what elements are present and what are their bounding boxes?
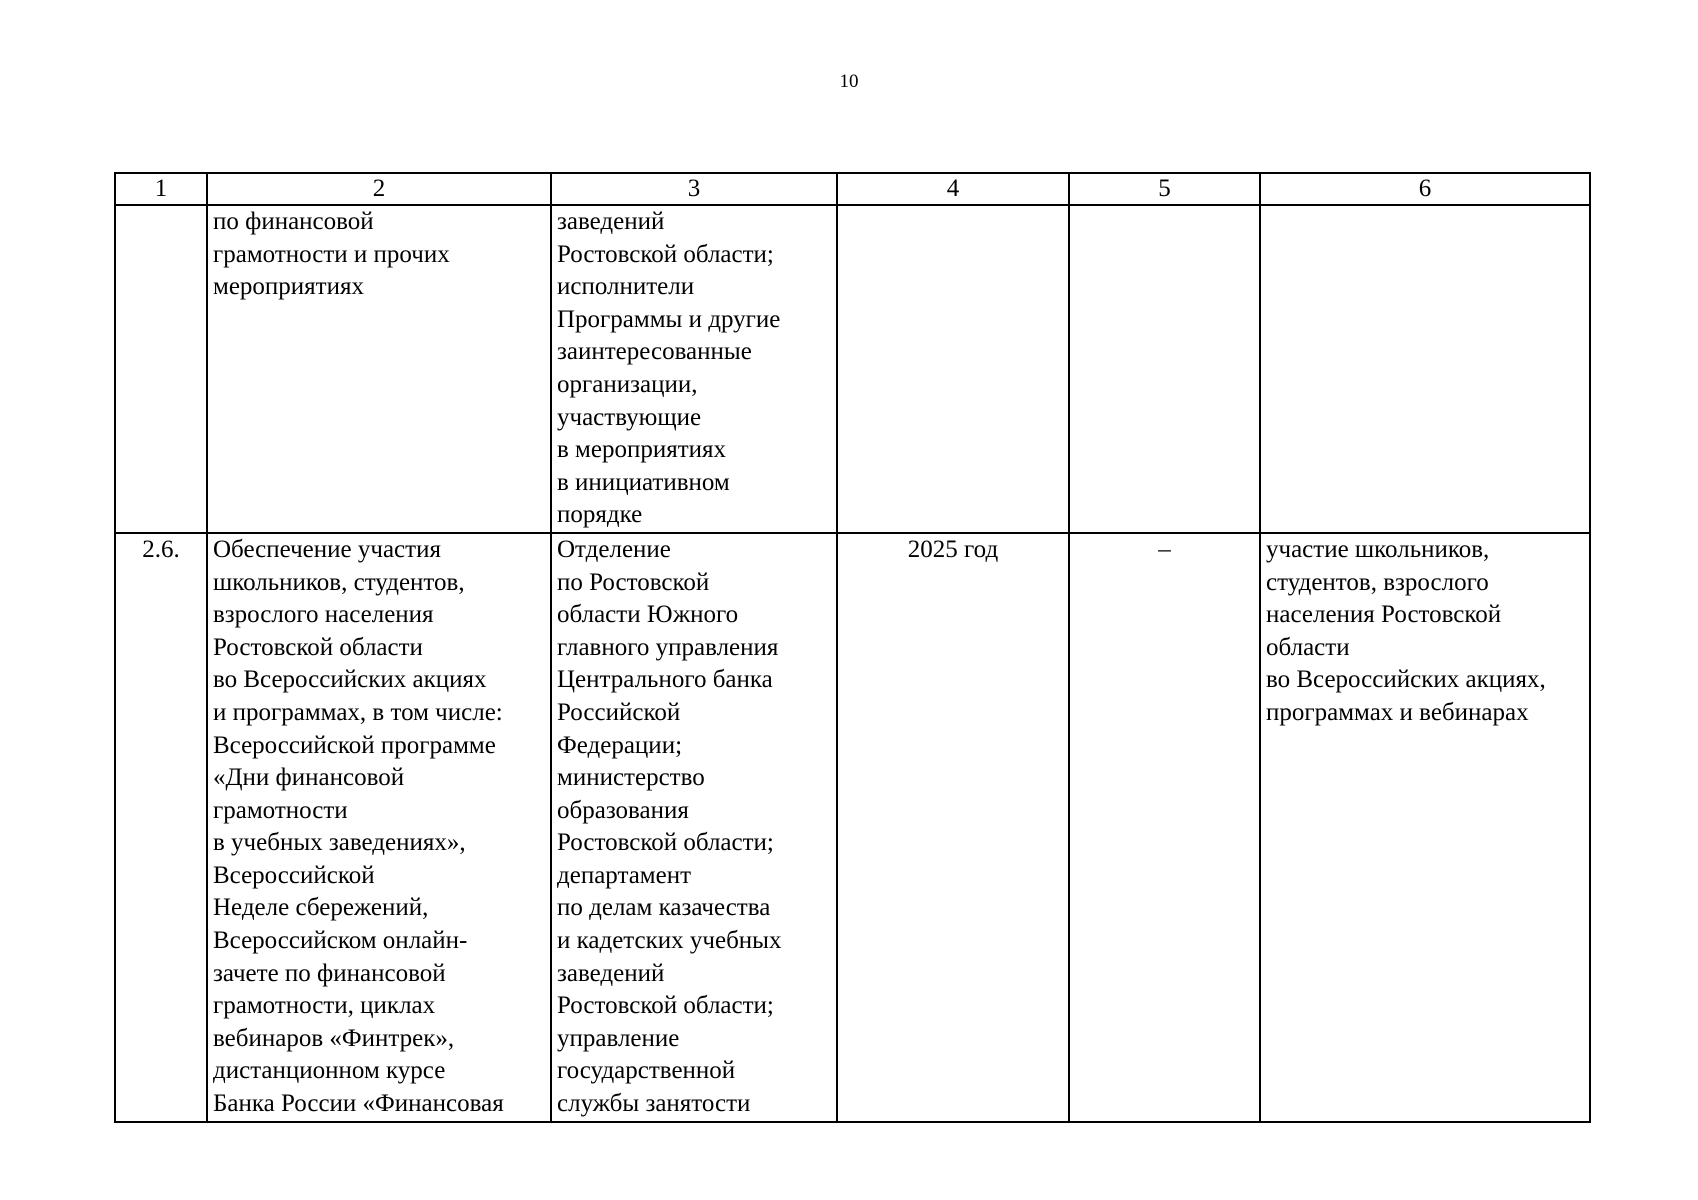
- funding-cell: –: [1069, 533, 1260, 1122]
- column-header-3: 3: [551, 173, 837, 205]
- row-number-cell: [115, 205, 207, 533]
- term-cell: 2025 год: [837, 533, 1069, 1122]
- term-cell: [837, 205, 1069, 533]
- executors-cell: Отделение по Ростовской области Южного главного управления Центрального банка Российской Федерации; министерство образования Ростовской области; департамент по делам казачества и кадетских учебных заведений Ростовской области; управление государственной службы занятости: [551, 533, 837, 1122]
- column-header-2: 2: [207, 173, 551, 205]
- table-header-row: [115, 173, 1590, 205]
- result-cell: участие школьников, студентов, взрослого населения Ростовской области во Всероссийских акциях, программах и вебинарах: [1260, 533, 1590, 1122]
- column-header-4: 4: [837, 173, 1069, 205]
- plan-table: [114, 172, 1591, 1123]
- table-row: [115, 533, 1590, 1122]
- funding-cell: [1069, 205, 1260, 533]
- column-header-5: 5: [1069, 173, 1260, 205]
- table-row: [115, 205, 1590, 533]
- event-cell: по финансовой грамотности и прочих мероприятиях: [207, 205, 551, 533]
- page-number: 10: [839, 71, 859, 92]
- executors-cell: заведений Ростовской области; исполнители Программы и другие заинтересованные организации, участвующие в мероприятиях в инициативном порядке: [551, 205, 837, 533]
- result-cell: [1260, 205, 1590, 533]
- column-header-1: 1: [115, 173, 207, 205]
- column-header-6: 6: [1260, 173, 1590, 205]
- row-number-cell: 2.6.: [115, 533, 207, 1122]
- event-cell: Обеспечение участия школьников, студентов, взрослого населения Ростовской области во Всероссийских акциях и программах, в том числе: Всероссийской программе «Дни финансовой грамотности в учебных заведениях», Всероссийской Неделе сбережений, Всероссийском онлайн- зачете по финансовой грамотности, циклах вебинаров «Финтрек», дистанционном курсе Банка России «Финансовая: [207, 533, 551, 1122]
